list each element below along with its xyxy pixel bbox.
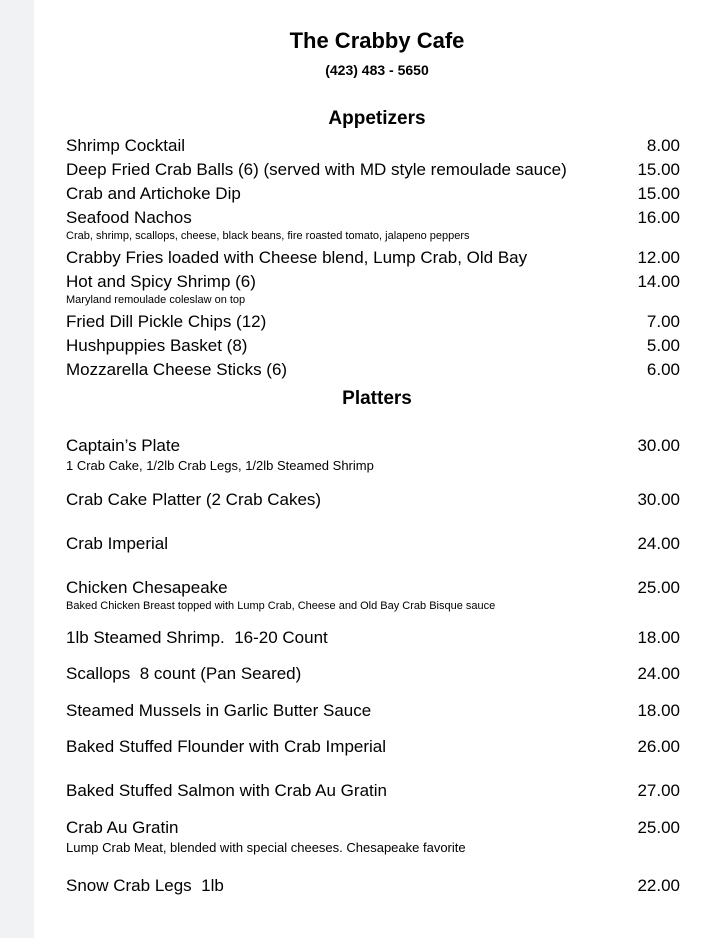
- menu-item: [66, 248, 680, 268]
- item-price: 6.00: [646, 360, 680, 379]
- menu-item: [66, 136, 680, 156]
- item-name: Seafood Nachos: [66, 208, 192, 227]
- item-name: Fried Dill Pickle Chips (12): [66, 312, 267, 331]
- item-price: 27.00: [637, 781, 680, 800]
- item-price: 7.00: [646, 312, 680, 331]
- menu-item: [66, 818, 680, 855]
- item-price: 18.00: [637, 701, 680, 720]
- item-name: Baked Stuffed Flounder with Crab Imperial: [66, 737, 387, 756]
- item-name: Crab Imperial: [66, 534, 169, 553]
- menu-item: [66, 312, 680, 332]
- item-description: Lump Crab Meat, blended with special cheeses. Chesapeake favorite: [66, 840, 466, 855]
- item-name: Chicken Chesapeake: [66, 578, 228, 597]
- item-price: 30.00: [637, 436, 680, 455]
- section-heading-appetizers: Appetizers: [328, 108, 426, 129]
- item-price: 5.00: [646, 336, 680, 355]
- item-description: Maryland remoulade coleslaw on top: [66, 294, 246, 306]
- menu-item: [66, 534, 680, 554]
- menu-item: [66, 490, 680, 510]
- menu-item: [66, 664, 680, 684]
- menu-item: [66, 781, 680, 801]
- menu-item: [66, 628, 680, 648]
- item-price: 15.00: [637, 160, 680, 179]
- menu-item: [66, 208, 680, 242]
- item-name: Crab Cake Platter (2 Crab Cakes): [66, 490, 322, 509]
- menu-page: [34, 0, 720, 938]
- item-price: 30.00: [637, 490, 680, 509]
- menu-item: [66, 360, 680, 380]
- item-name: Crab Au Gratin: [66, 818, 179, 837]
- item-name: Deep Fried Crab Balls (6) (served with MD style remoulade sauce): [66, 160, 567, 179]
- phone-number: (423) 483 - 5650: [325, 62, 429, 78]
- item-price: 16.00: [637, 208, 680, 227]
- item-price: 14.00: [637, 272, 680, 291]
- item-price: 26.00: [637, 737, 680, 756]
- item-description: Baked Chicken Breast topped with Lump Crab, Cheese and Old Bay Crab Bisque sauce: [66, 600, 496, 612]
- item-name: Snow Crab Legs 1lb: [66, 876, 224, 895]
- menu-item: [66, 578, 680, 612]
- item-price: 8.00: [646, 136, 680, 155]
- menu-item: [66, 876, 680, 896]
- item-name: Hushpuppies Basket (8): [66, 336, 248, 355]
- item-description: Crab, shrimp, scallops, cheese, black beans, fire roasted tomato, jalapeno peppers: [66, 230, 470, 242]
- item-name: 1lb Steamed Shrimp. 16-20 Count: [66, 628, 328, 647]
- item-name: Mozzarella Cheese Sticks (6): [66, 360, 288, 379]
- item-price: 18.00: [637, 628, 680, 647]
- item-name: Crabby Fries loaded with Cheese blend, Lump Crab, Old Bay: [66, 248, 528, 267]
- section-heading-platters: Platters: [342, 388, 412, 409]
- item-price: 24.00: [637, 664, 680, 683]
- item-name: Captain’s Plate: [66, 436, 181, 455]
- item-price: 12.00: [637, 248, 680, 267]
- item-name: Steamed Mussels in Garlic Butter Sauce: [66, 701, 372, 720]
- menu-item: [66, 436, 680, 473]
- item-price: 25.00: [637, 578, 680, 597]
- menu-item: [66, 701, 680, 721]
- menu-item: [66, 336, 680, 356]
- item-name: Hot and Spicy Shrimp (6): [66, 272, 256, 291]
- item-description: 1 Crab Cake, 1/2lb Crab Legs, 1/2lb Steamed Shrimp: [66, 458, 374, 473]
- item-name: Crab and Artichoke Dip: [66, 184, 241, 203]
- menu-item: [66, 272, 680, 306]
- item-price: 15.00: [637, 184, 680, 203]
- menu-item: [66, 184, 680, 204]
- restaurant-title: The Crabby Cafe: [289, 28, 465, 53]
- item-name: Scallops 8 count (Pan Seared): [66, 664, 302, 683]
- item-price: 22.00: [637, 876, 680, 895]
- menu-item: [66, 737, 680, 757]
- item-price: 25.00: [637, 818, 680, 837]
- item-price: 24.00: [637, 534, 680, 553]
- item-name: Shrimp Cocktail: [66, 136, 186, 155]
- left-margin-strip: [0, 0, 34, 938]
- item-name: Baked Stuffed Salmon with Crab Au Gratin: [66, 781, 387, 800]
- menu-item: [66, 160, 680, 180]
